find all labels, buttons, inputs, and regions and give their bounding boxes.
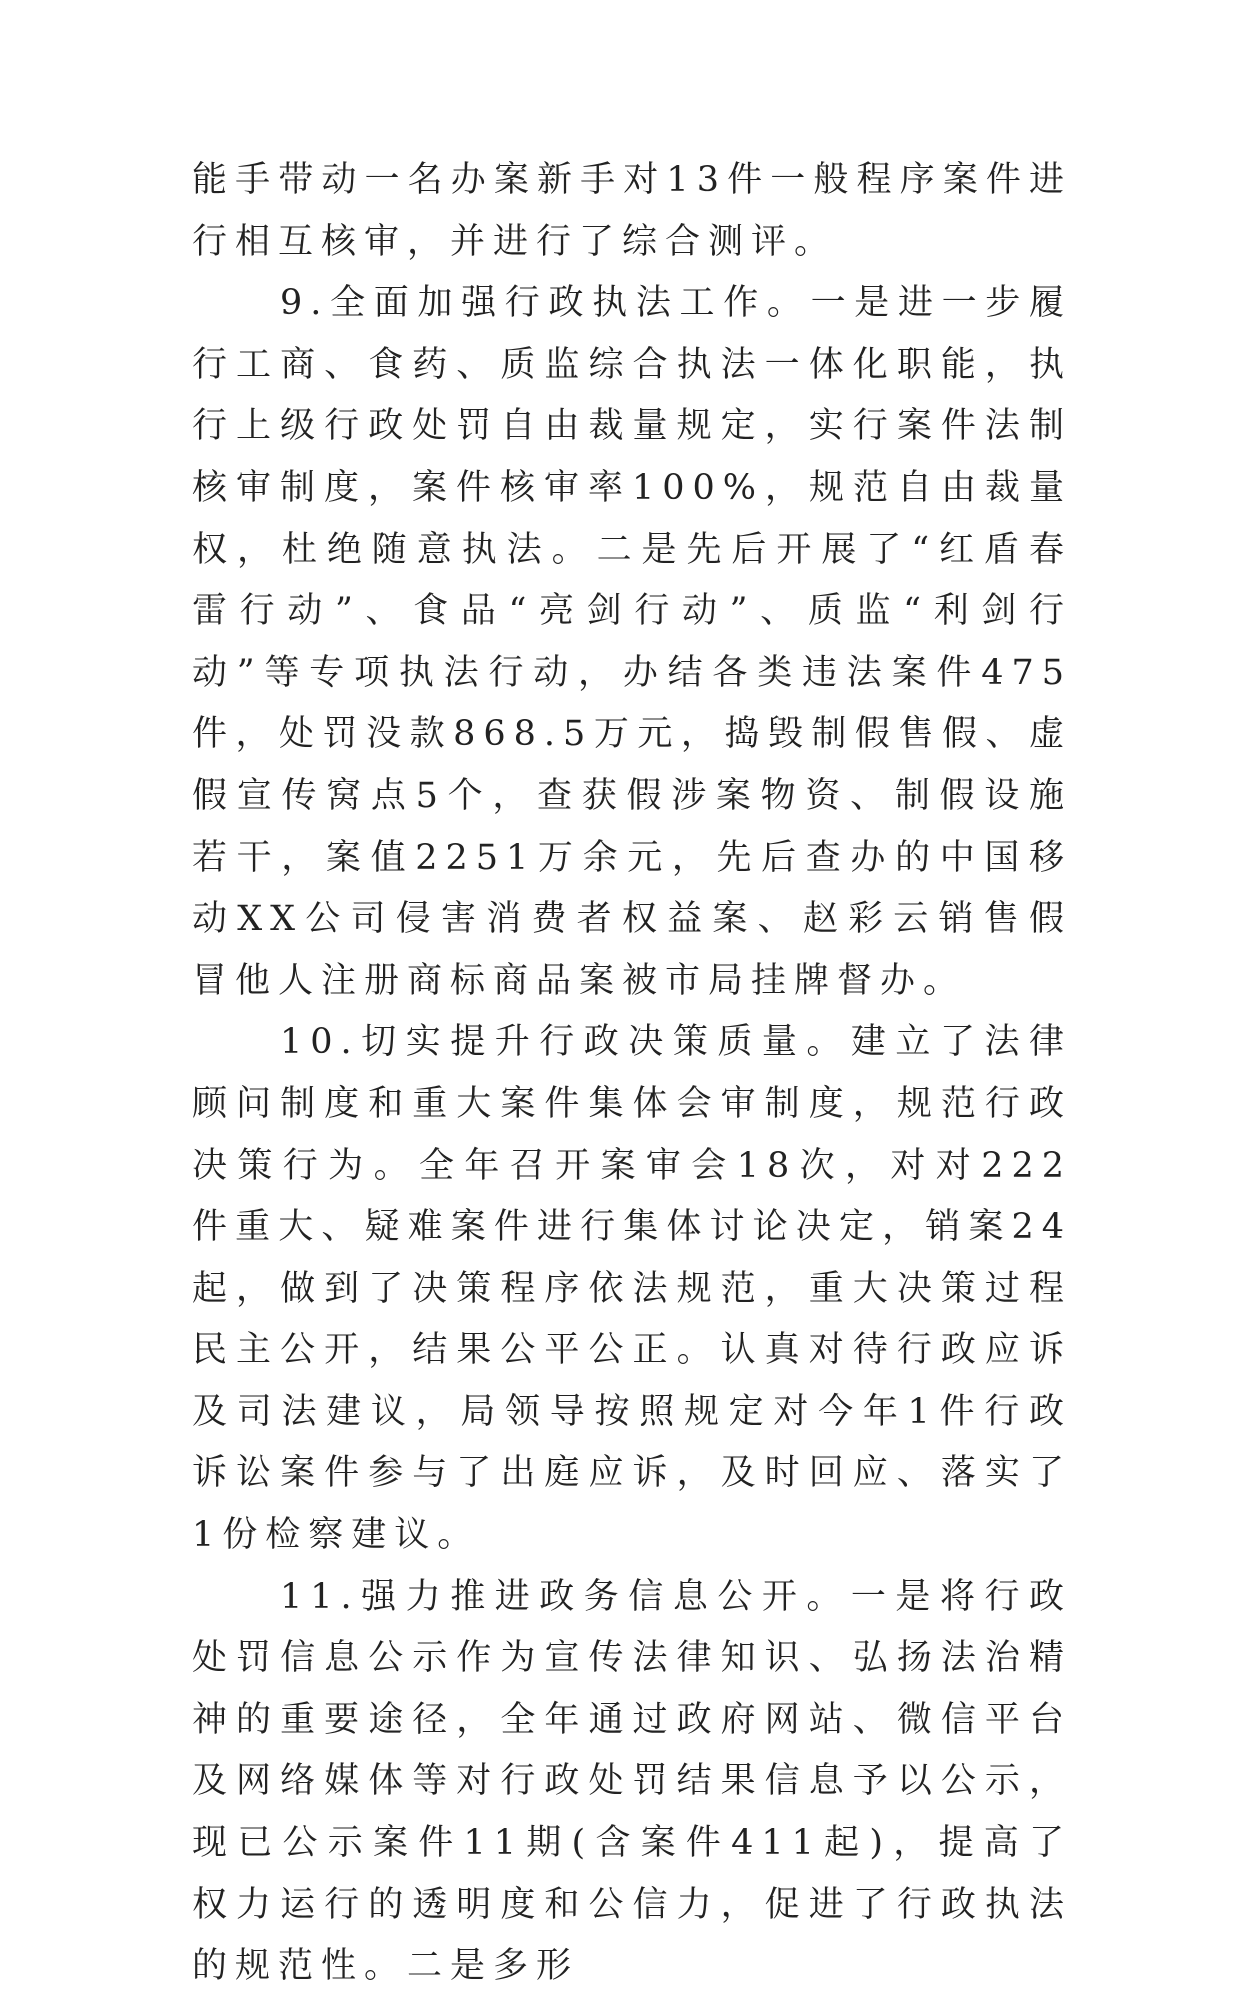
paragraph-11-information-disclosure: 11.强力推进政务信息公开。一是将行政处罚信息公示作为宣传法律知识、弘扬法治精神的重要途径，全年通过政府网站、微信平台及网络媒体等对行政处罚结果信息予以公示，现已公示案件11期(含案件411起)，提高了权力运行的透明度和公信力，促进了行政执法的规范性。二是多形 xyxy=(192,1576,1072,1987)
paragraph-10-decision-quality: 10.切实提升行政决策质量。建立了法律顾问制度和重大案件集体会审制度，规范行政决策行为。全年召开案审会18次，对对222件重大、疑难案件进行集体讨论决定，销案24起，做到了决策程序依法规范，重大决策过程民主公开，结果公平公正。认真对待行政应诉及司法建议，局领导按照规定对今年1件行政诉讼案件参与了出庭应诉，及时回应、落实了1份检察建议。 xyxy=(192,1022,1072,1556)
paragraph-continued: 能手带动一名办案新手对13件一般程序案件进行相互核审，并进行了综合测评。 xyxy=(192,160,1072,262)
paragraph-9-administrative-enforcement: 9.全面加强行政执法工作。一是进一步履行工商、食药、质监综合执法一体化职能，执行上级行政处罚自由裁量规定，实行案件法制核审制度，案件核审率100%，规范自由裁量权，杜绝随意执法。二是先后开展了“红盾春雷行动”、食品“亮剑行动”、质监“利剑行动”等专项执法行动，办结各类违法案件475件，处罚没款868.5万元，捣毁制假售假、虚假宣传窝点5个，查获假涉案物资、制假设施若干，案值2251万余元，先后查办的中国移动XX公司侵害消费者权益案、赵彩云销售假冒他人注册商标商品案被市局挂牌督办。 xyxy=(192,283,1072,1001)
document-body xyxy=(192,150,1072,1998)
